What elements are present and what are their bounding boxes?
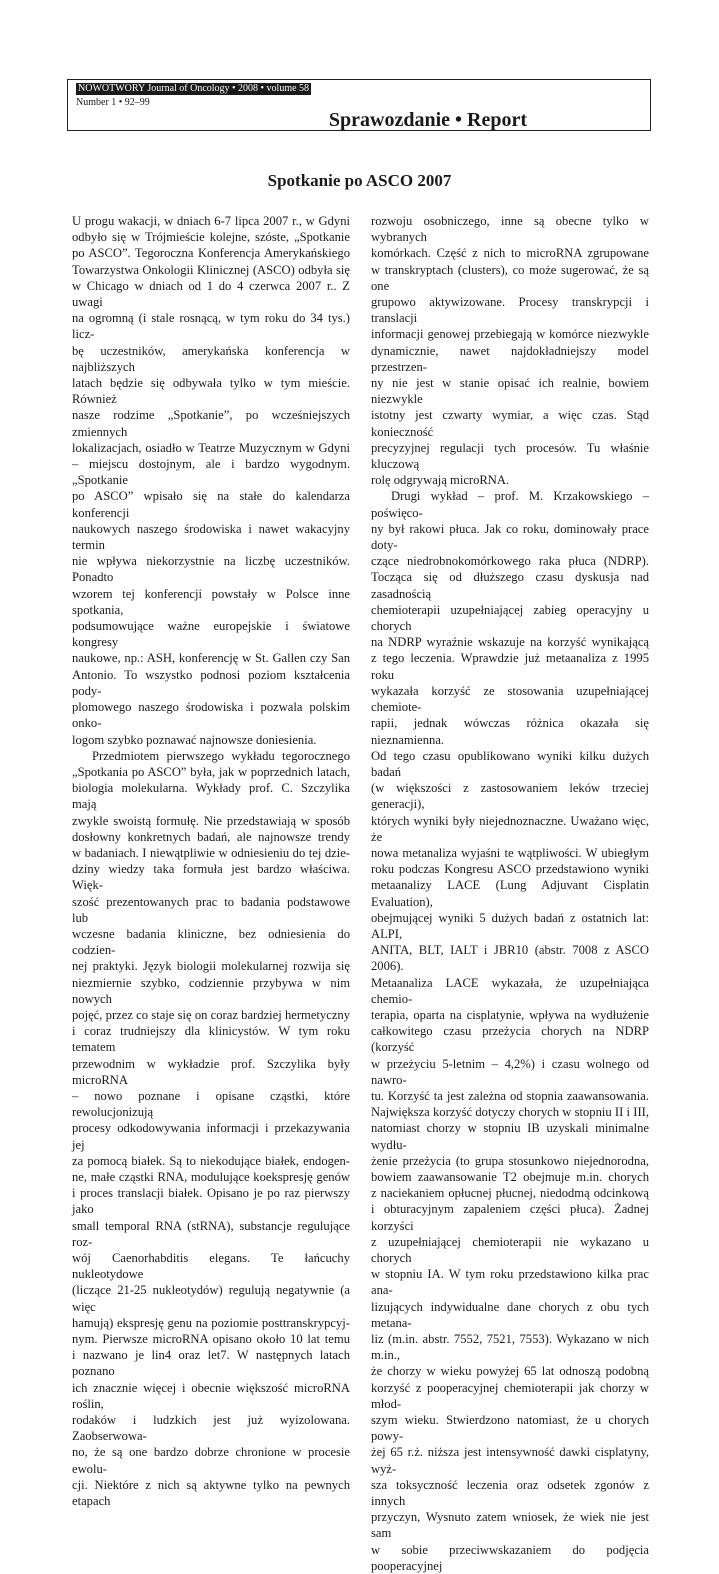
text-line: z uzupełniającej chemioterapii nie wykazano u chorych (371, 1234, 649, 1265)
text-line: za pomocą białek. Są to niekodujące białek, endogen- (72, 1153, 350, 1168)
text-line: których wyniki były niejednoznaczne. Uważano więc, że (371, 813, 649, 844)
text-line: naukowych naszego środowiska i nawet wakacyjny termin (72, 521, 350, 553)
text-line: bę uczestników, amerykańska konferencja w najbliższych (72, 343, 350, 374)
text-line: dziny wiedzy taka formuła jest bardzo właściwa. Więk- (72, 862, 350, 893)
text-line: logom szybko poznawać najnowsze doniesienia. (72, 732, 317, 747)
text-line: Drugi wykład – prof. M. Krzakowskiego – poświęco- (371, 489, 649, 520)
right-text-column (371, 213, 649, 1574)
text-line: w stopniu IA. W tym roku przedstawiono kilka prac ana- (371, 1267, 649, 1298)
text-line: bowiem zaawansowanie T2 obejmuje m.in. chorych (371, 1169, 649, 1184)
text-line: procesy odkodowywania informacji i przekazywania jej (72, 1121, 350, 1152)
text-line: nie wpływa niekorzystnie na liczbę uczestników. Ponadto (72, 554, 350, 585)
text-line: rozwoju osobniczego, inne są obecne tylko w wybranych (371, 214, 649, 245)
text-line: ne, małe cząstki RNA, modulujące koekspresję genów (72, 1169, 350, 1184)
text-line: dynamicznie, nawet najdokładniejszy model przestrzen- (371, 343, 649, 374)
text-line: po ASCO”. Tegoroczna Konferencja Amerykańskiego (72, 246, 350, 261)
text-line: – miejscu dostojnym, ale i bardzo wygodnym. „Spotkanie (72, 457, 350, 488)
text-line: Antonio. To wszystko podnosi poziom kształcenia pody- (72, 667, 350, 698)
text-line: i nazwano je lin4 oraz let7. W następnych latach poznano (72, 1348, 350, 1379)
text-line: wczesne badania kliniczne, bez odniesienia do codzien- (72, 926, 350, 958)
text-line: lokalizacjach, osiadło w Teatrze Muzycznym w Gdyni (72, 440, 350, 455)
text-line: latach będzie się odbywała tylko w tym mieście. Również (72, 376, 350, 407)
text-line: nasze rodzime „Spotkanie”, po wcześniejszych zmiennych (72, 408, 350, 439)
section-title: Sprawozdanie • Report (328, 109, 527, 131)
text-line: „Spotkania po ASCO” była, jak w poprzednich latach, (72, 764, 350, 779)
text-line: szość prezentowanych prac to badania podstawowe lub (72, 894, 350, 925)
text-line: z naciekaniem opłucnej płucnej, niedodmą odcinkową (371, 1186, 649, 1201)
text-line: w sobie przeciwwskazaniem do podjęcia pooperacyjnej (371, 1542, 649, 1573)
text-line: plomowego naszego środowiska i pozwala polskim onko- (72, 700, 350, 731)
text-line: no, że są one bardzo dobrze chronione w procesie ewolu- (72, 1445, 350, 1476)
text-line: z tego leczenia. Wprawdzie już metaanaliza z 1995 roku (371, 651, 649, 682)
text-line: że chorzy w wieku powyżej 65 lat odnoszą podobną (371, 1364, 649, 1379)
text-line: odbyło się w Trójmieście kolejne, szóste, „Spotkanie (72, 230, 350, 245)
text-line: po ASCO” wpisało się na stałe do kalendarza konferencji (72, 489, 350, 520)
text-line: naukowe, np.: ASH, konferencję w St. Gallen czy San (72, 651, 350, 666)
text-line: (liczące 21-25 nukleotydów) regulują negatywnie (a więc (72, 1283, 350, 1314)
text-line: rolę odgrywają microRNA. (371, 473, 510, 488)
text-line: ny był rakowi płuca. Jak co roku, dominowały prace doty- (371, 521, 649, 553)
text-line: natomiast chorzy w stopniu IB uzyskali minimalne wydłu- (371, 1121, 649, 1152)
text-line: w transkryptach (clusters), co może sugerować, że są one (371, 262, 649, 293)
text-line: nej praktyki. Język biologii molekularnej rozwija się (72, 959, 350, 974)
text-line: na ogromną (i stale rosnącą, w tym roku do 34 tys.) licz- (72, 311, 350, 342)
text-line: w Chicago w dniach od 1 do 4 czerwca 2007 r.. Z uwagi (72, 278, 350, 310)
text-line: U progu wakacji, w dniach 6-7 lipca 2007 r., w Gdyni (72, 214, 350, 228)
text-line: rapii, jednak wówczas różnica okazała się nieznamienna. (371, 716, 649, 747)
text-line: Tocząca się od dłuższego czasu dyskusja nad zasadnością (371, 570, 649, 601)
text-line: przewodnim w wykładzie prof. Szczylika były microRNA (72, 1056, 350, 1087)
text-line: i coraz trudniejszy dla klinicystów. W tym roku tematem (72, 1024, 350, 1055)
text-line: wykazała korzyść ze stosowania uzupełniającej chemiote- (371, 683, 649, 715)
text-line: wzorem tej konferencji powstały w Polsce inne spotkania, (72, 586, 350, 617)
text-line: istotny jest czwarty wymiar, a więc czas. Stąd konieczność (371, 408, 649, 439)
text-line: ich znacznie więcej i obecnie większość microRNA roślin, (72, 1380, 350, 1411)
text-line: korzyść z pooperacyjnej chemioterapii jak chorzy w młod- (371, 1380, 649, 1411)
text-line: wój Caenorhabditis elegans. Te łańcuchy nukleotydowe (72, 1251, 350, 1282)
text-line: obejmującej wyniki 5 dużych badań z ostatnich lat: ALPI, (371, 910, 649, 941)
text-line: liz (m.in. abstr. 7552, 7521, 7553). Wykazano w nich m.in., (371, 1332, 649, 1363)
text-line: ANITA, BLT, IALT i JBR10 (abstr. 7008 z ASCO 2006). (371, 943, 649, 974)
text-line: chemioterapii uzupełniającej zabieg operacyjny u chorych (371, 602, 649, 634)
text-line: podsumowujące ważne europejskie i światowe kongresy (72, 619, 350, 650)
left-text-column (72, 213, 350, 1509)
text-line: (w większości z zastosowaniem leków trzeciej generacji), (371, 781, 649, 812)
text-line: sza toksyczność leczenia oraz odsetek zgonów z innych (371, 1477, 649, 1509)
text-line: Największa korzyść dotyczy chorych w stopniu II i III, (371, 1105, 649, 1120)
text-line: przyczyn, Wysnuto zatem wniosek, że wiek nie jest sam (371, 1510, 649, 1541)
text-line: small temporal RNA (stRNA), substancje regulujące roz- (72, 1218, 350, 1249)
text-line: i proces translacji białek. Opisano je po raz pierwszy jako (72, 1186, 350, 1217)
text-line: cji. Niektóre z nich są aktywne tylko na pewnych etapach (72, 1477, 350, 1509)
text-line: Metaanaliza LACE wykazała, że uzupełniająca chemio- (371, 975, 649, 1006)
text-line: żenie przeżycia (to grupa stosunkowo niejednorodna, (371, 1153, 649, 1168)
text-line: ny nie jest w stanie opisać ich realnie, bowiem niezwykle (371, 376, 649, 407)
text-line: na NDRP wyraźnie wskazuje na korzyść wynikającą (371, 635, 649, 650)
text-line: nym. Pierwsze microRNA opisano około 10 lat temu (72, 1332, 350, 1347)
text-line: pojęć, przez co staje się on coraz bardziej hermetyczny (72, 1007, 350, 1022)
text-line: informacji genowej przebiegają w komórce niezwykle (371, 327, 649, 342)
text-line: komórkach. Część z nich to microRNA zgrupowane (371, 246, 649, 261)
text-line: terapia, oparta na cisplatynie, wpływa na wydłużenie (371, 1007, 649, 1022)
text-line: w badaniach. I niewątpliwie w odniesieniu do tej dzie- (72, 845, 350, 860)
text-line: precyzyjnej regulacji tych procesów. Tu właśnie kluczową (371, 440, 649, 472)
text-line: Przedmiotem pierwszego wykładu tegorocznego (92, 748, 350, 763)
text-line: biologia molekularna. Wykłady prof. C. Szczylika mają (72, 781, 350, 812)
text-line: zwykle swoistą formułę. Nie przedstawiają w sposób (72, 813, 350, 828)
text-line: żej 65 r.ż. niższa jest intensywność dawki cisplatyny, wyż- (371, 1445, 649, 1476)
text-line: czące niedrobnokomórkowego raka płuca (NDRP). (371, 554, 649, 569)
text-line: roku podczas Kongresu ASCO przedstawiono wyniki (371, 862, 649, 877)
text-line: niezmiernie szybko, codziennie przybywa w nim nowych (72, 975, 350, 1006)
text-line: nowa metanaliza wyjaśni te wątpliwości. W ubiegłym (371, 845, 649, 860)
text-line: metaanalizy LACE (Lung Adjuvant Cisplatin Evaluation), (371, 878, 649, 909)
text-line: rodaków i ludzkich jest już wyizolowana. Zaobserwowa- (72, 1413, 350, 1444)
text-line: hamują) ekspresję genu na poziomie posttranskrypcyj- (72, 1315, 350, 1330)
text-line: grupowo aktywizowane. Procesy transkrypcji i translacji (371, 295, 649, 326)
text-line: – nowo poznane i opisane cząstki, które rewolucjonizują (72, 1088, 350, 1120)
text-line: Towarzystwa Onkologii Klinicznej (ASCO) odbyła się (72, 262, 350, 277)
text-line: całkowitego czasu przeżycia chorych na NDRP (korzyść (371, 1024, 649, 1055)
text-line: lizujących indywidualne dane chorych z obu tych metana- (371, 1299, 649, 1330)
article-title: Spotkanie po ASCO 2007 (267, 171, 452, 190)
journal-name: NOWOTWORY Journal of Oncology • 2008 • volume 58 (78, 83, 310, 94)
text-line: i obturacyjnym zapaleniem części płuca). Żadnej korzyści (371, 1202, 649, 1233)
text-line: szym wieku. Stwierdzono natomiast, że u chorych powy- (371, 1413, 649, 1444)
text-line: w przeżyciu 5-letnim – 4,2%) i czasu wolnego od nawro- (371, 1056, 649, 1087)
text-line: tu. Korzyść ta jest zależna od stopnia zaawansowania. (371, 1088, 649, 1103)
text-line: dosłowny konkretnych badań, ale najnowsze trendy (72, 829, 350, 844)
issue-number: Number 1 • 92–99 (76, 97, 150, 108)
text-line: Od tego czasu opublikowano wyniki kilku dużych badań (371, 748, 649, 779)
